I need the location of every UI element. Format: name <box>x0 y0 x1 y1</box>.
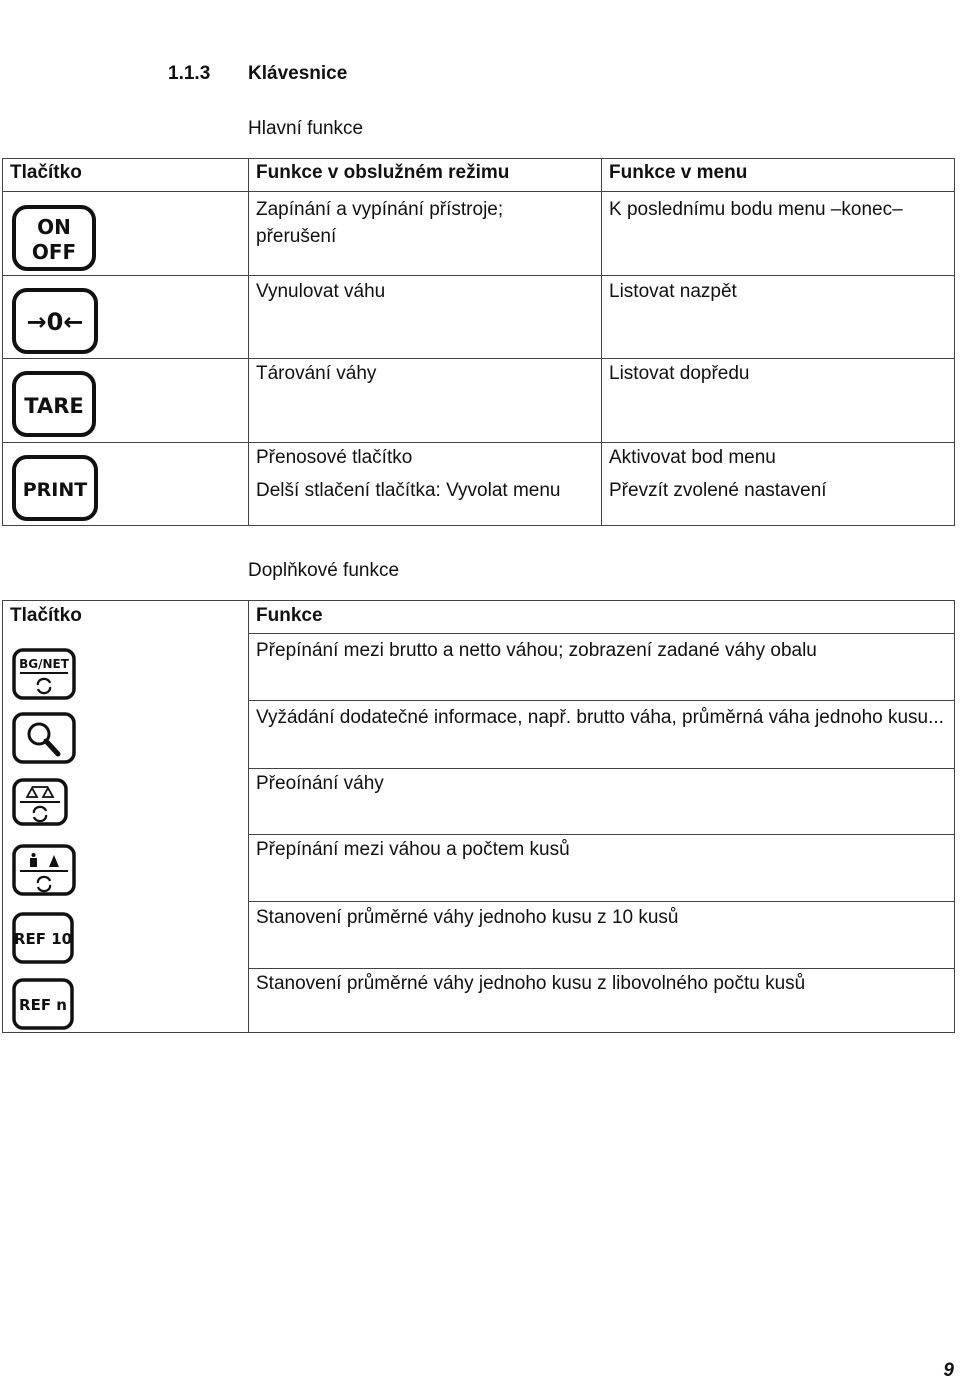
print-key-icon <box>12 455 98 521</box>
header-key: Tlačítko <box>10 605 82 626</box>
operation-text: Tárování váhy <box>256 363 377 384</box>
operation-line-1: Přenosové tlačítko <box>256 447 413 468</box>
operation-line-2: Delší stlačení tlačítka: Vyvolat menu <box>256 480 561 501</box>
function-text: Vyžádání dodatečné informace, např. brutto váha, průměrná váha jednoho kusu... <box>256 707 944 728</box>
main-functions-subtitle: Hlavní funkce <box>248 118 364 139</box>
menu-text: K poslednímu bodu menu –konec– <box>609 199 903 220</box>
weight-count-toggle-key-icon <box>12 844 76 896</box>
menu-text: Listovat dopředu <box>609 363 750 384</box>
scale-toggle-key-icon <box>12 778 68 826</box>
menu-text: Listovat nazpět <box>609 281 737 302</box>
header-key: Tlačítko <box>10 162 82 183</box>
on-label: ON <box>37 215 71 239</box>
section-title: Klávesnice <box>248 63 348 84</box>
ref-10-label: REF 10 <box>13 930 73 948</box>
header-function: Funkce <box>256 605 323 626</box>
operation-text: Zapínání a vypínání přístroje; přerušení <box>256 199 504 247</box>
operation-text: Vynulovat váhu <box>256 281 386 302</box>
zero-label: →0← <box>26 308 84 336</box>
tare-key-icon <box>12 371 96 437</box>
zero-key-icon <box>12 288 98 354</box>
magnifier-key-icon <box>12 712 76 764</box>
ref-10-key-icon <box>12 912 74 964</box>
extra-functions-subtitle: Doplňkové funkce <box>248 560 400 581</box>
section-number: 1.1.3 <box>168 63 211 84</box>
menu-line-1: Aktivovat bod menu <box>609 447 776 468</box>
header-menu: Funkce v menu <box>609 162 748 183</box>
ref-n-key-icon <box>12 978 74 1030</box>
menu-line-2: Převzít zvolené nastavení <box>609 480 827 501</box>
header-operation: Funkce v obslužném režimu <box>256 162 510 183</box>
function-text: Přepínání mezi brutto a netto váhou; zobrazení zadané váhy obalu <box>256 640 817 661</box>
function-text: Stanovení průměrné váhy jednoho kusu z libovolného počtu kusů <box>256 973 806 994</box>
off-label: OFF <box>31 240 77 264</box>
function-text: Přeoínání váhy <box>256 773 384 794</box>
tare-label: TARE <box>24 394 84 418</box>
print-label: PRINT <box>22 479 88 501</box>
header-cell <box>248 600 955 634</box>
page-number: 9 <box>943 1360 954 1381</box>
on-off-key-icon <box>12 205 96 271</box>
ref-n-label: REF n <box>19 996 67 1014</box>
bg-net-toggle-key-icon <box>12 648 76 700</box>
function-text: Přepínání mezi váhou a počtem kusů <box>256 839 570 860</box>
function-text: Stanovení průměrné váhy jednoho kusu z 10 kusů <box>256 907 679 928</box>
bg-net-label: BG/NET <box>19 657 69 671</box>
